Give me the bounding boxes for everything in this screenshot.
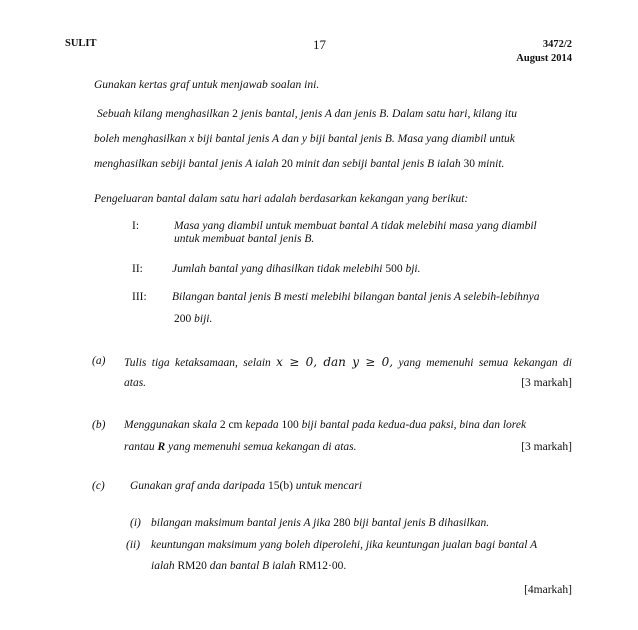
intro-line-2: boleh menghasilkan x biji bantal jenis A dan y biji bantal jenis B. Masa yang diambil untuk: [94, 133, 515, 145]
part-c-marks: [4markah]: [524, 584, 572, 596]
part-b-line-2: rantau R yang memenuhi semua kekangan di atas.: [124, 441, 357, 453]
instruction-text: Gunakan kertas graf untuk menjawab soalan ini.: [94, 79, 320, 91]
intro-line-1: Sebuah kilang menghasilkan 2 jenis bantal, jenis A dan jenis B. Dalam satu hari, kilang itu: [97, 108, 517, 120]
constraint-3-label: III:: [132, 291, 147, 303]
part-c-i-label: (i): [130, 517, 141, 529]
intro-line-3: menghasilkan sebiji bantal jenis A ialah 20 minit dan sebiji bantal jenis B ialah 30 minit.: [94, 158, 505, 170]
constraint-2-text: Jumlah bantal yang dihasilkan tidak melebihi 500 bji.: [172, 263, 421, 275]
part-c-ii-label: (ii): [126, 539, 141, 551]
paper-code-date: [516, 38, 572, 66]
header-sulit: SULIT: [65, 38, 97, 49]
part-a-line-2: atas.: [124, 377, 147, 389]
part-a-line-1: Tulis tiga ketaksamaan, selain x ≥ 0, dan y ≥ 0, yang memenuhi semua kekangan di: [124, 355, 572, 369]
part-a-label: (a): [92, 355, 106, 367]
part-b-label: (b): [92, 419, 106, 431]
constraint-2-label: II:: [132, 263, 143, 275]
part-c-ii-line-1: keuntungan maksimum yang boleh diperolehi, jika keuntungan jualan bagi bantal A: [151, 539, 538, 551]
paper-code: 3472/2: [542, 39, 572, 50]
page-number: 17: [313, 37, 326, 52]
constraint-1-line-1: Masa yang diambil untuk membuat bantal A tidak melebihi masa yang diambil: [174, 220, 537, 232]
exam-date: August 2014: [516, 53, 572, 64]
part-c-line-1: Gunakan graf anda daripada 15(b) untuk mencari: [130, 480, 362, 492]
part-b-line-1: Menggunakan skala 2 cm kepada 100 biji bantal pada kedua-dua paksi, bina dan lorek: [124, 419, 527, 431]
part-c-label: (c): [92, 480, 105, 492]
part-b-marks: [3 markah]: [521, 441, 572, 453]
part-c-ii-line-2: ialah RM20 dan bantal B ialah RM12·00.: [151, 560, 347, 572]
constraint-1-line-2: untuk membuat bantal jenis B.: [174, 233, 315, 245]
constraint-3-line-2: 200 biji.: [174, 313, 213, 325]
part-c-i-text: bilangan maksimum bantal jenis A jika 280 biji bantal jenis B dihasilkan.: [151, 517, 490, 529]
constraint-3-line-1: Bilangan bantal jenis B mesti melebihi bilangan bantal jenis A selebih-lebihnya: [172, 291, 540, 303]
constraints-intro: Pengeluaran bantal dalam satu hari adalah berdasarkan kekangan yang berikut:: [94, 193, 469, 205]
constraint-1-label: I:: [132, 220, 140, 232]
part-a-marks: [3 markah]: [521, 377, 572, 389]
